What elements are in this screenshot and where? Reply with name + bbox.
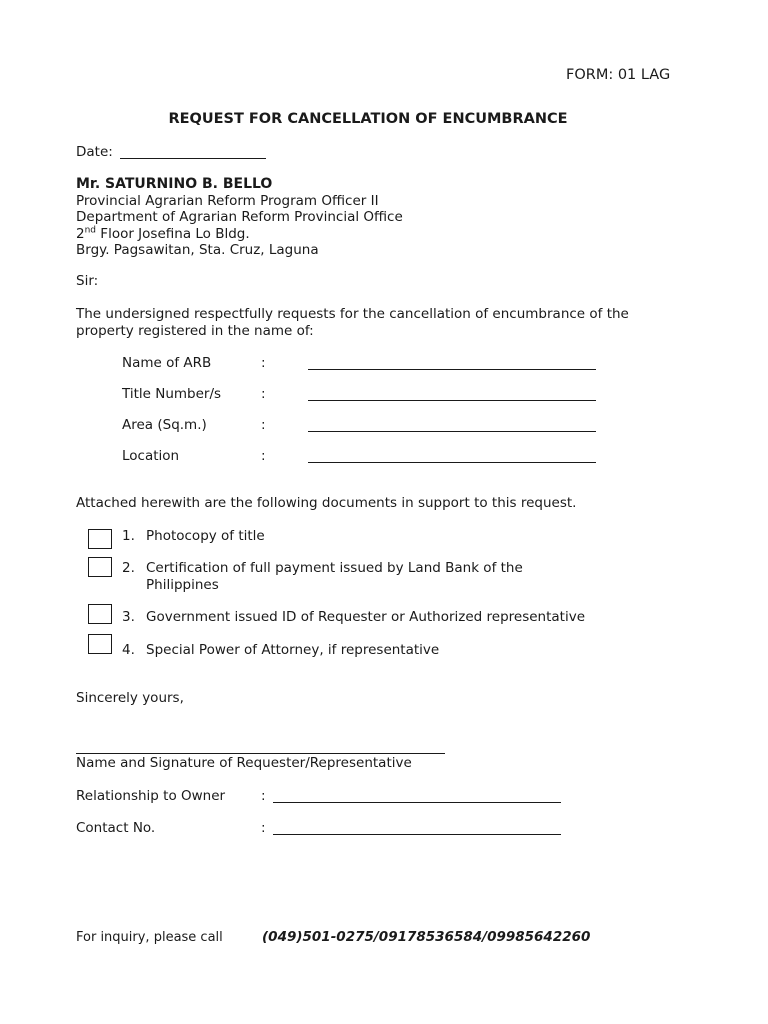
addressee-office: Department of Agrarian Reform Provincial Office [76, 209, 403, 225]
attachment-label: Certification of full payment issued by Land Bank of the [146, 560, 523, 576]
contact-label: Contact No. [76, 820, 156, 836]
addressee-floor [76, 226, 403, 243]
addressee-position: Provincial Agrarian Reform Program Officer II [76, 192, 379, 209]
relationship-label: Relationship to Owner [76, 788, 226, 804]
addressee-address: Brgy. Pagsawitan, Sta. Cruz, Laguna [76, 242, 319, 258]
floor-rest: Floor Josefina Lo Bldg. [96, 225, 250, 242]
area-field[interactable] [308, 419, 596, 432]
relationship-field[interactable] [273, 790, 561, 803]
checkbox-certification-of-payment[interactable] [88, 557, 112, 577]
salutation: Sir: [76, 273, 99, 289]
attachment-number: 3. [122, 609, 135, 625]
field-colon: : [261, 448, 266, 464]
attachment-label: Special Power of Attorney, if representative [146, 642, 440, 658]
checkbox-special-power-of-attorney[interactable] [88, 634, 112, 654]
field-colon: : [261, 355, 266, 371]
attachment-label-continued: Philippines [146, 577, 219, 593]
field-label-name-of-arb: Name of ARB [122, 355, 212, 371]
field-label-title-numbers: Title Number/s [122, 386, 222, 402]
contact-field[interactable] [273, 822, 561, 835]
addressee-name: Mr. SATURNINO B. BELLO [76, 176, 273, 192]
closing: Sincerely yours, [76, 690, 184, 706]
field-label-location: Location [122, 448, 180, 464]
signature-label: Name and Signature of Requester/Representative [76, 755, 412, 771]
attachments-intro: Attached herewith are the following documents in support to this request. [76, 495, 577, 511]
field-label-area: Area (Sq.m.) [122, 417, 207, 433]
date-field[interactable] [120, 146, 266, 159]
title-numbers-field[interactable] [308, 388, 596, 401]
inquiry-label: For inquiry, please call [76, 930, 223, 945]
form-code: FORM: 01 LAG [566, 67, 671, 83]
field-colon: : [261, 417, 266, 433]
request-intro: The undersigned respectfully requests for the cancellation of encumbrance of the property registered in the name of: [76, 306, 629, 339]
attachment-number: 2. [122, 560, 135, 576]
field-colon: : [261, 386, 266, 402]
page-title: REQUEST FOR CANCELLATION OF ENCUMBRANCE [168, 111, 568, 127]
inquiry-phone-numbers: (049)501-0275/09178536584/09985642260 [262, 929, 591, 945]
name-of-arb-field[interactable] [308, 357, 596, 370]
checkbox-photocopy-of-title[interactable] [88, 529, 112, 549]
floor-number: 2 [76, 225, 85, 242]
field-colon: : [261, 788, 266, 804]
checkbox-government-id[interactable] [88, 604, 112, 624]
field-colon: : [261, 820, 266, 836]
floor-suffix: nd [84, 225, 97, 235]
location-field[interactable] [308, 450, 596, 463]
signature-field[interactable] [76, 741, 445, 754]
attachment-number: 4. [122, 642, 135, 658]
date-label: Date: [76, 144, 113, 160]
attachment-label: Photocopy of title [146, 528, 265, 544]
attachment-label: Government issued ID of Requester or Authorized representative [146, 609, 586, 625]
addressee-block [76, 176, 403, 259]
attachment-number: 1. [122, 528, 135, 544]
